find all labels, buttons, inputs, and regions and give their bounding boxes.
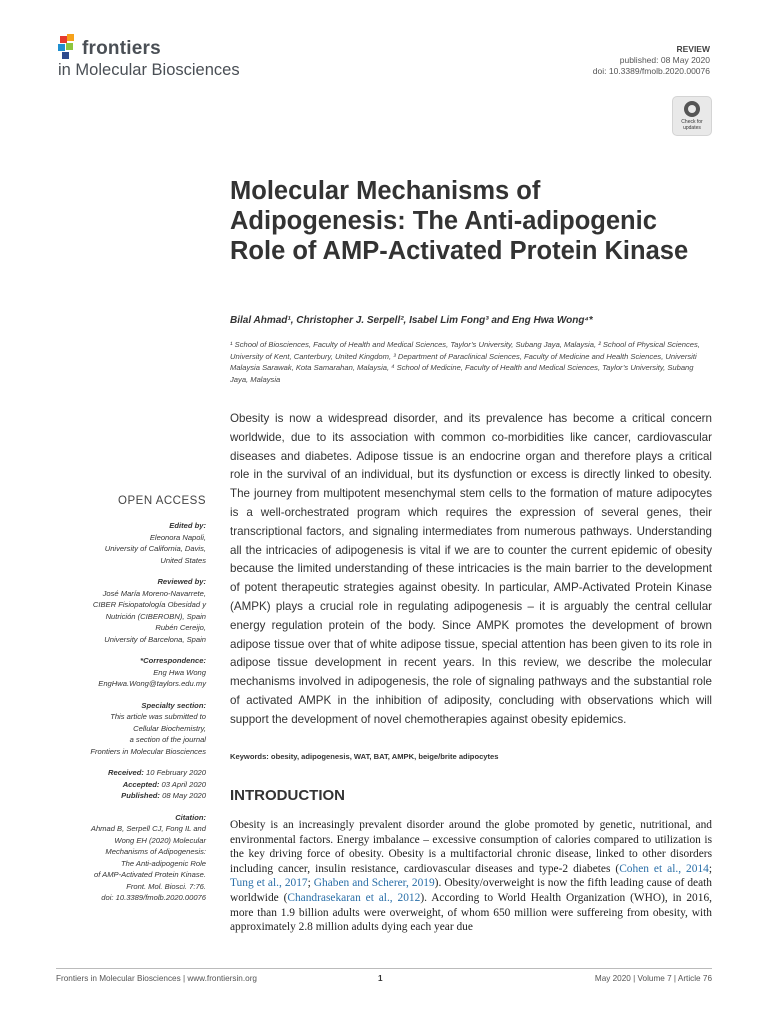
keywords: Keywords: obesity, adipogenesis, WAT, BAT, AMPK, beige/brite adipocytes xyxy=(230,752,499,761)
edited-by-block: Edited by: Eleonora Napoli, University of California, Davis, United States xyxy=(104,521,206,565)
journal-name: in Molecular Biosciences xyxy=(58,61,240,79)
specialty-block: Specialty section: This article was submitted to Cellular Biochemistry, a section of the journal Frontiers in Molecular Biosciences xyxy=(90,700,206,756)
check-updates-icon xyxy=(684,101,700,117)
article-sidebar xyxy=(40,494,206,914)
citation-link[interactable]: Chandrasekaran et al., 2012 xyxy=(287,891,421,904)
author-list: Bilal Ahmad¹, Christopher J. Serpell², Isabel Lim Fong³ and Eng Hwa Wong⁴* xyxy=(230,315,593,326)
article-type: REVIEW xyxy=(676,44,710,54)
open-access-label: OPEN ACCESS xyxy=(118,495,206,507)
abstract: Obesity is now a widespread disorder, and its prevalence has become a critical concern worldwide, due to its association with common co-morbidities like cancer, cardiovascular diseases and diabetes. Adipose tissue is an endocrine organ and therefore plays a critical role in the survival of an individual, but its dysfunction or excess is directly linked to obesity. The journey from multipotent mesenchymal stem cells to the formation of mature adipocytes is a well-orchestrated program which requires the expression of several genes, their transcriptional factors, and signaling intermediates from numerous pathways. Understanding all the intricacies of adipogenesis is vital if we are to counter the current epidemic of obesity because the limited understanding of these intricacies is the main barrier to the development of potent therapeutic strategies against obesity. In particular, AMP-Activated Protein Kinase (AMPK) plays a crucial role in regulating adipogenesis – it is arguably the central cellular energy regulation protein of the body. Since AMPK promotes the development of brown adipose tissue over that of white adipose tissue, special attention has been given to its role in adipose tissue development in recent years. In this review, we describe the molecular mechanisms involved in adipogenesis, the role of signaling pathways and the substantial role of activated AMPK in the inhibition of adiposity, concluding with observations which will support the development of novel chemotherapies against obesity epidemics. xyxy=(230,412,712,726)
footer-journal[interactable]: Frontiers in Molecular Biosciences | www.frontiersin.org xyxy=(56,974,257,983)
frontiers-logo-icon xyxy=(56,34,82,64)
journal-brand: frontiers xyxy=(82,38,161,59)
footer-issue: May 2020 | Volume 7 | Article 76 xyxy=(594,974,712,983)
correspondence-email[interactable]: EngHwa.Wong@taylors.edu.my xyxy=(98,679,206,688)
check-for-updates-button[interactable] xyxy=(672,96,712,136)
citation-link[interactable]: Ghaben and Scherer, 2019 xyxy=(313,877,435,890)
citation-link[interactable]: Tung et al., 2017 xyxy=(230,877,308,890)
page-number: 1 xyxy=(378,974,383,983)
journal-logo xyxy=(56,34,296,84)
footer-divider xyxy=(56,968,712,969)
correspondence-block: *Correspondence: Eng Hwa Wong EngHwa.Wong@taylors.edu.my xyxy=(40,655,206,690)
citation-block: Citation: Ahmad B, Serpell CJ, Fong IL and Wong EH (2020) Molecular Mechanisms of Adipogenesis: The Anti-adipogenic Role of AMP-Activated Protein Kinase. Front. Mol. Biosci. 7:76. doi: 10.3389/fmolb.2020.00076 xyxy=(90,812,206,902)
article-title: Molecular Mechanisms of Adipogenesis: The Anti-adipogenic Role of AMP-Activated Protein Kinase xyxy=(230,177,689,265)
affiliations: ¹ School of Biosciences, Faculty of Health and Medical Sciences, Taylor’s University, Subang Jaya, Malaysia, ² School of Physical Sciences, University of Kent, Canterbury, United Kingdom, ³ Department of Paraclinical Sciences, Faculty of Medicine and Health Sciences, Universiti Malaysia Sarawak, Kota Samarahan, Malaysia, ⁴ School of Medicine, Faculty of Health and Medical Sciences, Taylor’s University, Subang Jaya, Malaysia xyxy=(230,340,700,385)
doi[interactable]: doi: 10.3389/fmolb.2020.00076 xyxy=(592,66,710,76)
intro-paragraph: Obesity is an increasingly prevalent disorder around the globe promoted by genetic, nutritional, and environmental factors. Energy imbalance – excessive consumption of calories compared to utilization is the key driving force of obesity. Obesity is a multifactorial chronic disease, linked to other disorders including cancer, insulin resistance, cardiovascular diseases and type-2 diabetes (Cohen et al., 2014; Tung et al., 2017; Ghaben and Scherer, 2019). Obesity/overweight is now the fifth leading cause of death worldwide (Chandrasekaran et al., 2012). According to World Health Organization (WHO), in 2016, more than 1.9 billion adults were overweight, of whom 650 million were suffereing from obesity, with approximately 2.8 million adults dying each year due xyxy=(230,819,713,934)
dates-block: Received: 10 February 2020 Accepted: 03 April 2020 Published: 08 May 2020 xyxy=(108,768,206,800)
citation-link[interactable]: Cohen et al., 2014 xyxy=(619,862,709,875)
check-updates-label: Check for updates xyxy=(681,119,703,131)
published-date: published: 08 May 2020 xyxy=(619,55,710,65)
article-meta xyxy=(470,44,710,77)
reviewed-by-block: Reviewed by: José María Moreno-Navarrete, CIBER Fisiopatología Obesidad y Nutrición (CIBEROBN), Spain Rubén Cereijo, University of Barcelona, Spain xyxy=(92,577,206,644)
section-heading: INTRODUCTION xyxy=(230,787,345,804)
